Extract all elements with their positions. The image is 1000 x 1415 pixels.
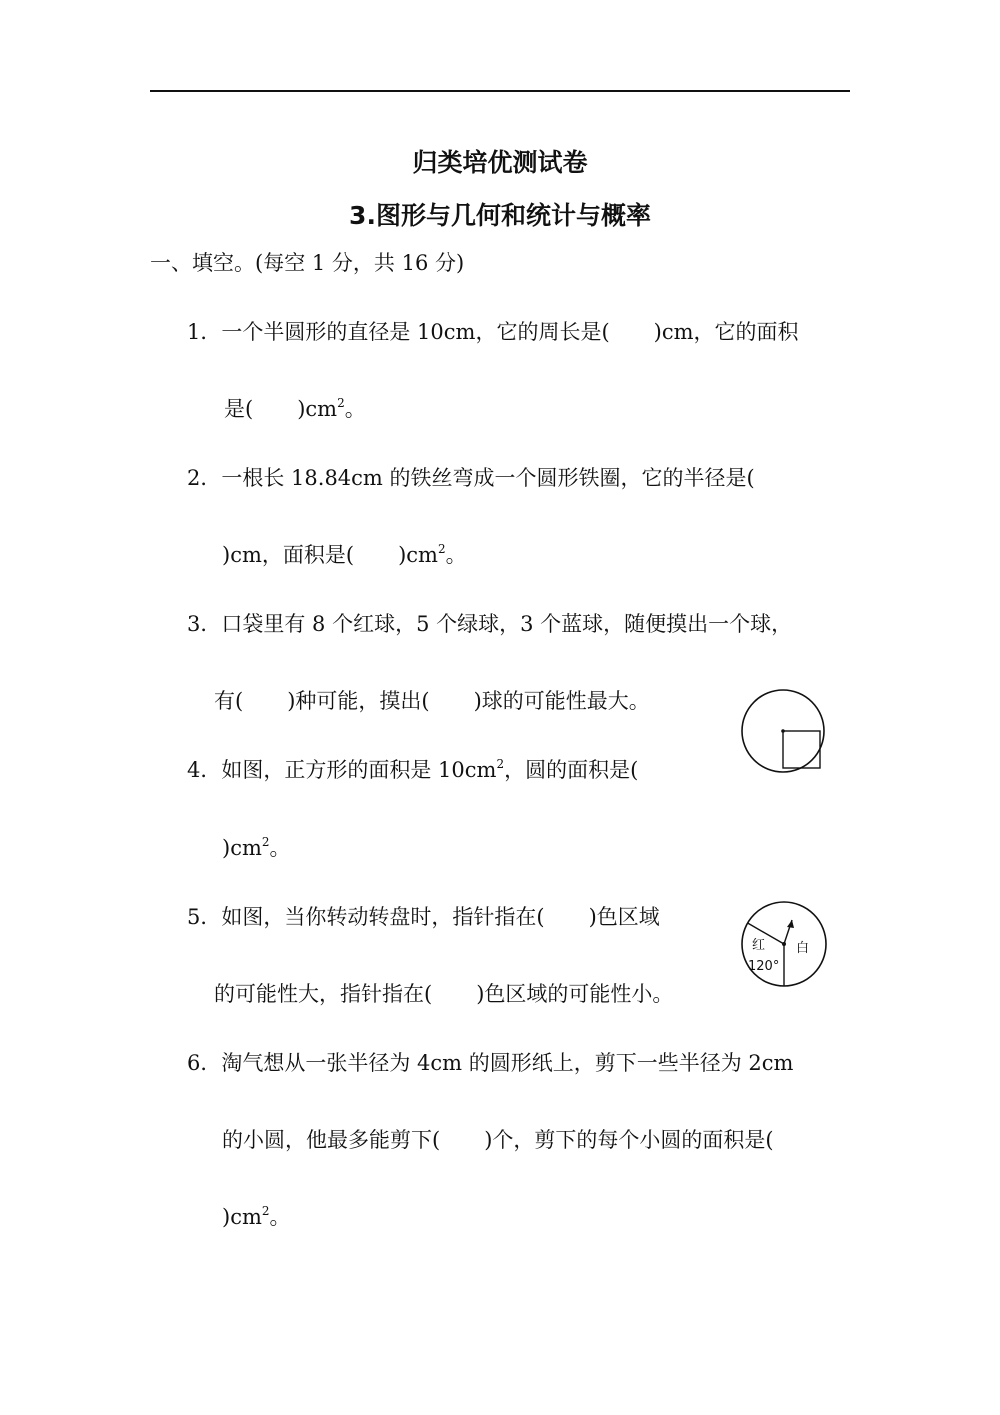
spinner-angle-label: 120°: [748, 959, 780, 974]
spinner-figure: [740, 900, 830, 990]
page-subtitle: 3.图形与几何和统计与概率: [349, 201, 651, 230]
question-5-line-1: 5．如图，当你转动转盘时，指针指在( )色区域: [187, 905, 660, 929]
question-number: 5．: [187, 905, 222, 929]
spinner-center-dot: [782, 942, 786, 946]
question-6-line-2: 的小圆，他最多能剪下( )个，剪下的每个小圆的面积是(: [222, 1128, 774, 1152]
figure-center-dot: [781, 729, 785, 733]
question-6-line-3: )$cm^2$。: [222, 1204, 291, 1229]
question-4-line-1: 4．如图，正方形的面积是 $10cm^2$，圆的面积是(: [187, 757, 639, 782]
circle-square-figure: [740, 688, 832, 774]
question-number: 3．: [187, 612, 222, 636]
spinner-label-red: 红: [752, 938, 766, 953]
spinner-pointer-arrow-icon: [787, 920, 794, 928]
question-number: 6．: [187, 1051, 222, 1075]
question-5-line-2: 的可能性大，指针指在( )色区域的可能性小。: [214, 982, 674, 1006]
figure-square: [783, 731, 820, 768]
spinner-label-white: 白: [796, 941, 810, 956]
question-1-line-2: 是( )$cm^2$。: [224, 396, 366, 421]
page-title: 归类培优测试卷: [412, 148, 588, 177]
section-heading: 一、填空。(每空 1 分，共 16 分): [150, 251, 465, 275]
question-6-line-1: 6．淘气想从一张半径为 4cm 的圆形纸上，剪下一些半径为 2cm: [187, 1051, 794, 1075]
question-4-line-2: )$cm^2$。: [222, 835, 291, 860]
question-3-line-2: 有( )种可能，摸出( )球的可能性最大。: [214, 689, 650, 713]
top-rule: [150, 90, 850, 92]
question-3-line-1: 3．口袋里有 8 个红球，5 个绿球，3 个蓝球，随便摸出一个球，: [187, 612, 793, 636]
question-number: 2．: [187, 466, 222, 490]
question-2-line-1: 2．一根长 18.84cm 的铁丝弯成一个圆形铁圈，它的半径是(: [187, 466, 755, 490]
question-2-line-2: )cm，面积是( )$cm^2$。: [222, 542, 467, 567]
question-number: 1．: [187, 320, 222, 344]
question-1-line-1: 1．一个半圆形的直径是 10cm，它的周长是( )cm，它的面积: [187, 320, 799, 344]
question-number: 4．: [187, 758, 222, 782]
